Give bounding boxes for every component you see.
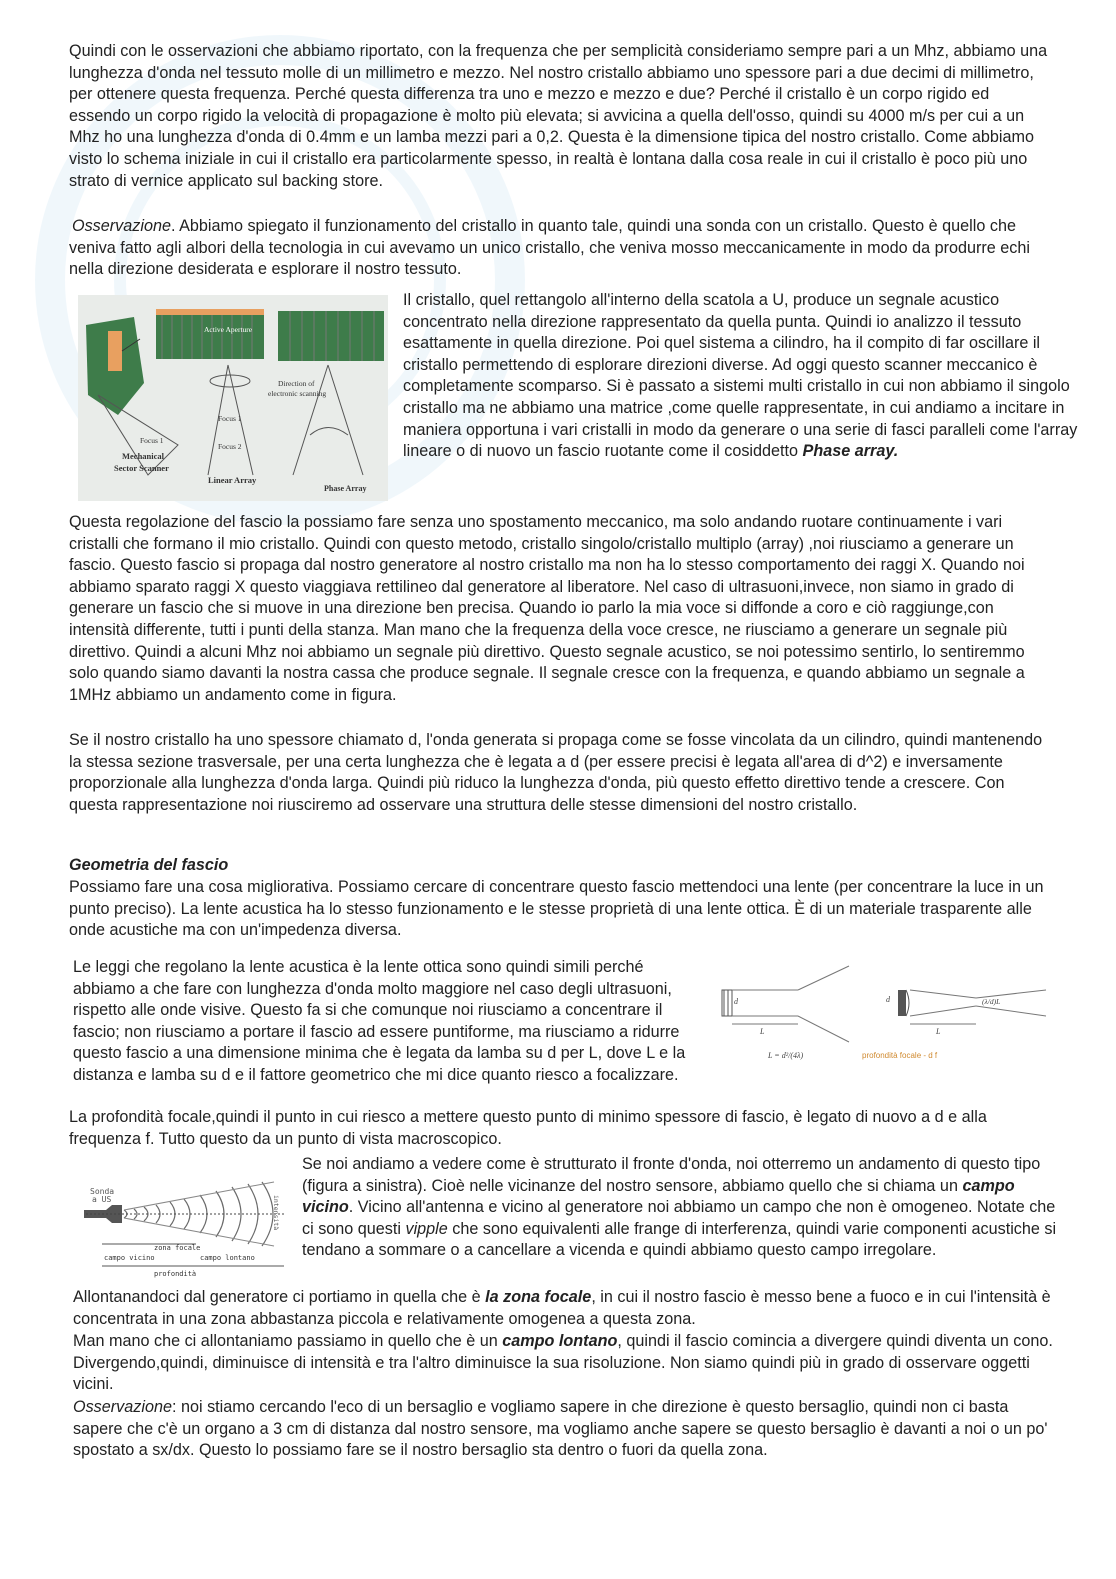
fig1-direction: Direction of (278, 379, 315, 388)
fig2-lambda-label: (λ/d)L (982, 997, 1001, 1006)
paragraph-7 (73, 957, 709, 1087)
vipple-term: vipple (405, 1219, 448, 1238)
fig1-focus1b: Focus 1 (140, 436, 164, 445)
section-heading (69, 855, 669, 877)
campo-lontano-term: campo lontano (502, 1332, 618, 1350)
fig3-profondita: profondità (154, 1270, 197, 1278)
zona-focale-term: la zona focale (485, 1288, 592, 1306)
paragraph-11a: Man mano che ci allontaniamo passiamo in quello che è un (73, 1332, 503, 1350)
fig2-profondita: profondità focale - d f (862, 1051, 938, 1060)
paragraph-5 (69, 730, 1054, 816)
section-heading-text: Geometria del fascio (69, 856, 229, 874)
osservazione-label-2: Osservazione (73, 1398, 172, 1416)
paragraph-9 (302, 1154, 1062, 1262)
fig3-campo-lontano: campo lontano (200, 1254, 255, 1262)
paragraph-10 (73, 1287, 1053, 1330)
paragraph-8-text: La profondità focale,quindi il punto in cui riesco a mettere questo punto di minimo spessore di fascio, è legato di nuovo a d e alla frequenza f. Tutto questo da un punto di vista macroscopico. (69, 1108, 987, 1148)
campo-vicino-term: campo vicino (302, 1176, 1015, 1217)
paragraph-1-text: Quindi con le osservazioni che abbiamo riportato, con la frequenza che per semplicità consideriamo sempre pari a un Mhz, abbiamo una lunghezza d'onda nel tessuto molle di un millimetro e mezzo. Nel nostro cristallo abbiamo uno spessore pari a due decimi di millimetro, per ottenere questa frequenza. Perché questa differenza tra uno e mezzo e mezzo e due? Perché il cristallo è un corpo rigido ed essendo un corpo rigido la velocità di propagazione è molto più elevata; si avvicina a quella dell'osso, quindi su 4000 m/s per cui a un Mhz ho una lunghezza d'onda di 0.4mm e un lamba mezzi pari a 0,2. Questa è la dimensione tipica del nostro cristallo. Come abbiamo visto lo schema iniziale in cui il cristallo era particolarmente spesso, in realtà è lontana dalla cosa reale in cui il cristallo è poco più uno strato di vernice applicato sul backing store. (69, 42, 1048, 190)
fig1-direction-2: electronic scanning (268, 389, 327, 398)
paragraph-6 (69, 877, 1054, 942)
fig2-formula: L = d²/(4λ) (768, 1051, 804, 1060)
scanner-types-figure (78, 295, 388, 501)
paragraph-5-text: Se il nostro cristallo ha uno spessore chiamato d, l'onda generata si propaga come se fosse vincolata da un cilindro, quindi mantenendo la stessa sezione trasversale, per una certa lunghezza che è legata a d (per essere precisi è legata all'area di d^2) e inversamente proporzionale alla lunghezza d'onda larga. Quindi più riduco la lunghezza d'onda, più questo effetto direttivo tende a crescere. Con questa rappresentazione noi riusciremo ad osservare una struttura delle stesse dimensioni del nostro cristallo. (69, 731, 1043, 814)
paragraph-12 (73, 1397, 1053, 1462)
paragraph-2 (69, 216, 1054, 281)
fig2-L2-label: L (936, 1027, 941, 1036)
fig3-sonda: Sonda (90, 1187, 115, 1196)
paragraph-7-text: Le leggi che regolano la lente acustica è la lente ottica sono quindi simili perché abbiamo a che fare con lunghezza d'onda molto maggiore nel caso degli ultrasuoni, rispetto alle onde visive. Questo fa si che comunque noi riusciamo a concentrare il fascio; non riusciamo a portare il fascio ad essere puntiforme, ma riusciamo a ridurre questo fascio a una dimensione minima che è legata da lamba su d per L, dove L e la distanza e lamba su d e il fattore geometrico che mi dice quanto riesco a focalizzare. (73, 958, 686, 1084)
fig2-d2-label: d (886, 995, 890, 1004)
phase-array-term: Phase array. (802, 442, 899, 461)
paragraph-9e: che sono equivalenti alle frange di interferenza, quindi varie componenti acustiche si tendano a sommare o a cancellare a vicenda e quindi abbiamo questo campo irregolare. (302, 1219, 1057, 1260)
paragraph-10c: , in cui il nostro fascio è messo bene a fuoco e in cui l'intensità è concentrata in una zona abbastanza piccola e relativamente omogenea a questa zona. (73, 1288, 1051, 1328)
paragraph-4-text: Questa regolazione del fascio la possiamo fare senza uno spostamento meccanico, ma solo andando ruotare continuamente i vari cristalli che formano il mio cristallo. Quindi con questo metodo, cristallo singolo/cristallo multiplo (array) ,noi riusciamo a generare un fascio. Questo fascio si propaga dal nostro generatore al nostro cristallo ma non ha lo stesso comportamento dei raggi X. Quando noi abbiamo sparato raggi X questo viaggiava rettilineo dal generatore al liberatore. Nel caso di ultrasuoni,invece, non siamo in grado di generare un fascio che si muove in una direzione ben precisa. Quando io parlo la mia voce si diffonde a coro e ciò raggiunge,con intensità differente, tutti i punti della stanza. Man mano che la frequenza della voce cresce, ne riusciamo a generare un segnale più direttivo. Quindi a alcuni Mhz noi abbiamo un segnale più direttivo. Questo segnale acustico, se noi potessimo sentirlo, lo sentiremmo solo quando siamo davanti la nostra cassa che produce segnale. Il segnale cresce con la frequenza, e quando abbiamo un segnale a 1MHz abbiamo un andamento come in figura. (69, 513, 1025, 704)
fig1-mechanical: Mechanical (122, 451, 165, 461)
paragraph-9c: . Vicino all'antenna e vicino al generatore noi abbiamo un campo che non è omogeneo. Notate che ci sono questi (302, 1198, 1056, 1238)
fig3-intensita: intensità (272, 1195, 280, 1231)
paragraph-6-text: Possiamo fare una cosa migliorativa. Possiamo cercare di concentrare questo fascio mettendoci una lente (per concentrare la luce in un punto preciso). La lente acustica ha lo stesso funzionamento e le stesse proprietà di una lente ottica. È di un materiale trasparente alle onde acustiche ma con un'impedenza diversa. (69, 878, 1044, 940)
paragraph-8 (69, 1107, 1054, 1150)
fig3-aus: a US (92, 1195, 112, 1204)
fig1-active-aperture: Active Aperture (204, 325, 253, 334)
paragraph-1 (69, 41, 1054, 192)
fig1-phase-array: Phase Array (324, 484, 367, 493)
paragraph-4 (69, 512, 1054, 706)
fig1-linear-array: Linear Array (208, 475, 257, 485)
fig3-campo-vicino: campo vicino (104, 1254, 155, 1262)
paragraph-12-text: : noi stiamo cercando l'eco di un bersaglio e vogliamo sapere in che direzione è questo bersaglio, quindi non ci basta sapere che c'è un organo a 3 cm di distanza dal nostro sensore, ma vogliamo anche sapere se questo bersaglio è davanti a noi o un po' spostato a sx/dx. Questo lo possiamo fare se il nostro bersaglio sta dentro o fuori da quella zona. (73, 1398, 1048, 1460)
paragraph-3-text: Il cristallo, quel rettangolo all'interno della scatola a U, produce un segnale acustico concentrato nella direzione rappresentato da quella punta. Quindi io analizzo il tessuto esattamente in quella direzione. Poi quel sistema a cilindro, ha il compito di far oscillare il cristallo permettendo di esplorare direzioni diverse. Ad oggi questo scanner meccanico è completamente scomparso. Si è passato a sistemi multi cristallo in cui non abbiamo il singolo cristallo ma ne abbiamo una matrice ,come quelle rappresentate, in cui andiamo a incitare in maniera opportuna i vari cristalli in modo da generare o una serie di fasci paralleli come l'array lineare o di nuovo un fascio ruotante come il cosiddetto (403, 291, 1078, 461)
paragraph-9a: Se noi andiamo a vedere come è strutturato il fronte d'onda, noi otterremo un andamento di questo tipo (figura a sinistra). Cioè nelle vicinanze del nostro sensore, abbiamo quello che si chiama un (302, 1155, 1041, 1195)
fig3-zona-focale: zona focale (154, 1244, 201, 1252)
paragraph-2-text: . Abbiamo spiegato il funzionamento del cristallo in quanto tale, quindi una sonda con un cristallo. Questo è quello che veniva fatto agli albori della tecnologia in cui avevamo un unico cristallo, che veniva mosso meccanicamente in modo da produrre echi nella direzione desiderata e esplorare il nostro tessuto. (69, 217, 1030, 279)
paragraph-10a: Allontanandoci dal generatore ci portiamo in quella che è (73, 1288, 486, 1306)
near-far-field-figure (84, 1180, 298, 1282)
beam-geometry-figure (716, 960, 1056, 1070)
paragraph-3 (403, 290, 1078, 463)
paragraph-11c: , quindi il fascio comincia a divergere quindi diventa un cono. Divergendo,quindi, diminuisce di intensità e tra l'altro diminuisce la sua risoluzione. Non siamo quindi più in grado di osservare oggetti vicini. (73, 1332, 1053, 1394)
fig2-L-label: L (760, 1027, 765, 1036)
fig2-d-label: d (734, 997, 738, 1006)
fig1-focus2: Focus 2 (218, 442, 242, 451)
paragraph-11 (73, 1331, 1053, 1396)
fig1-focus1: Focus 1 (218, 414, 242, 423)
fig1-sector-scanner: Sector Scanner (114, 463, 169, 473)
osservazione-label: Osservazione (72, 217, 171, 235)
